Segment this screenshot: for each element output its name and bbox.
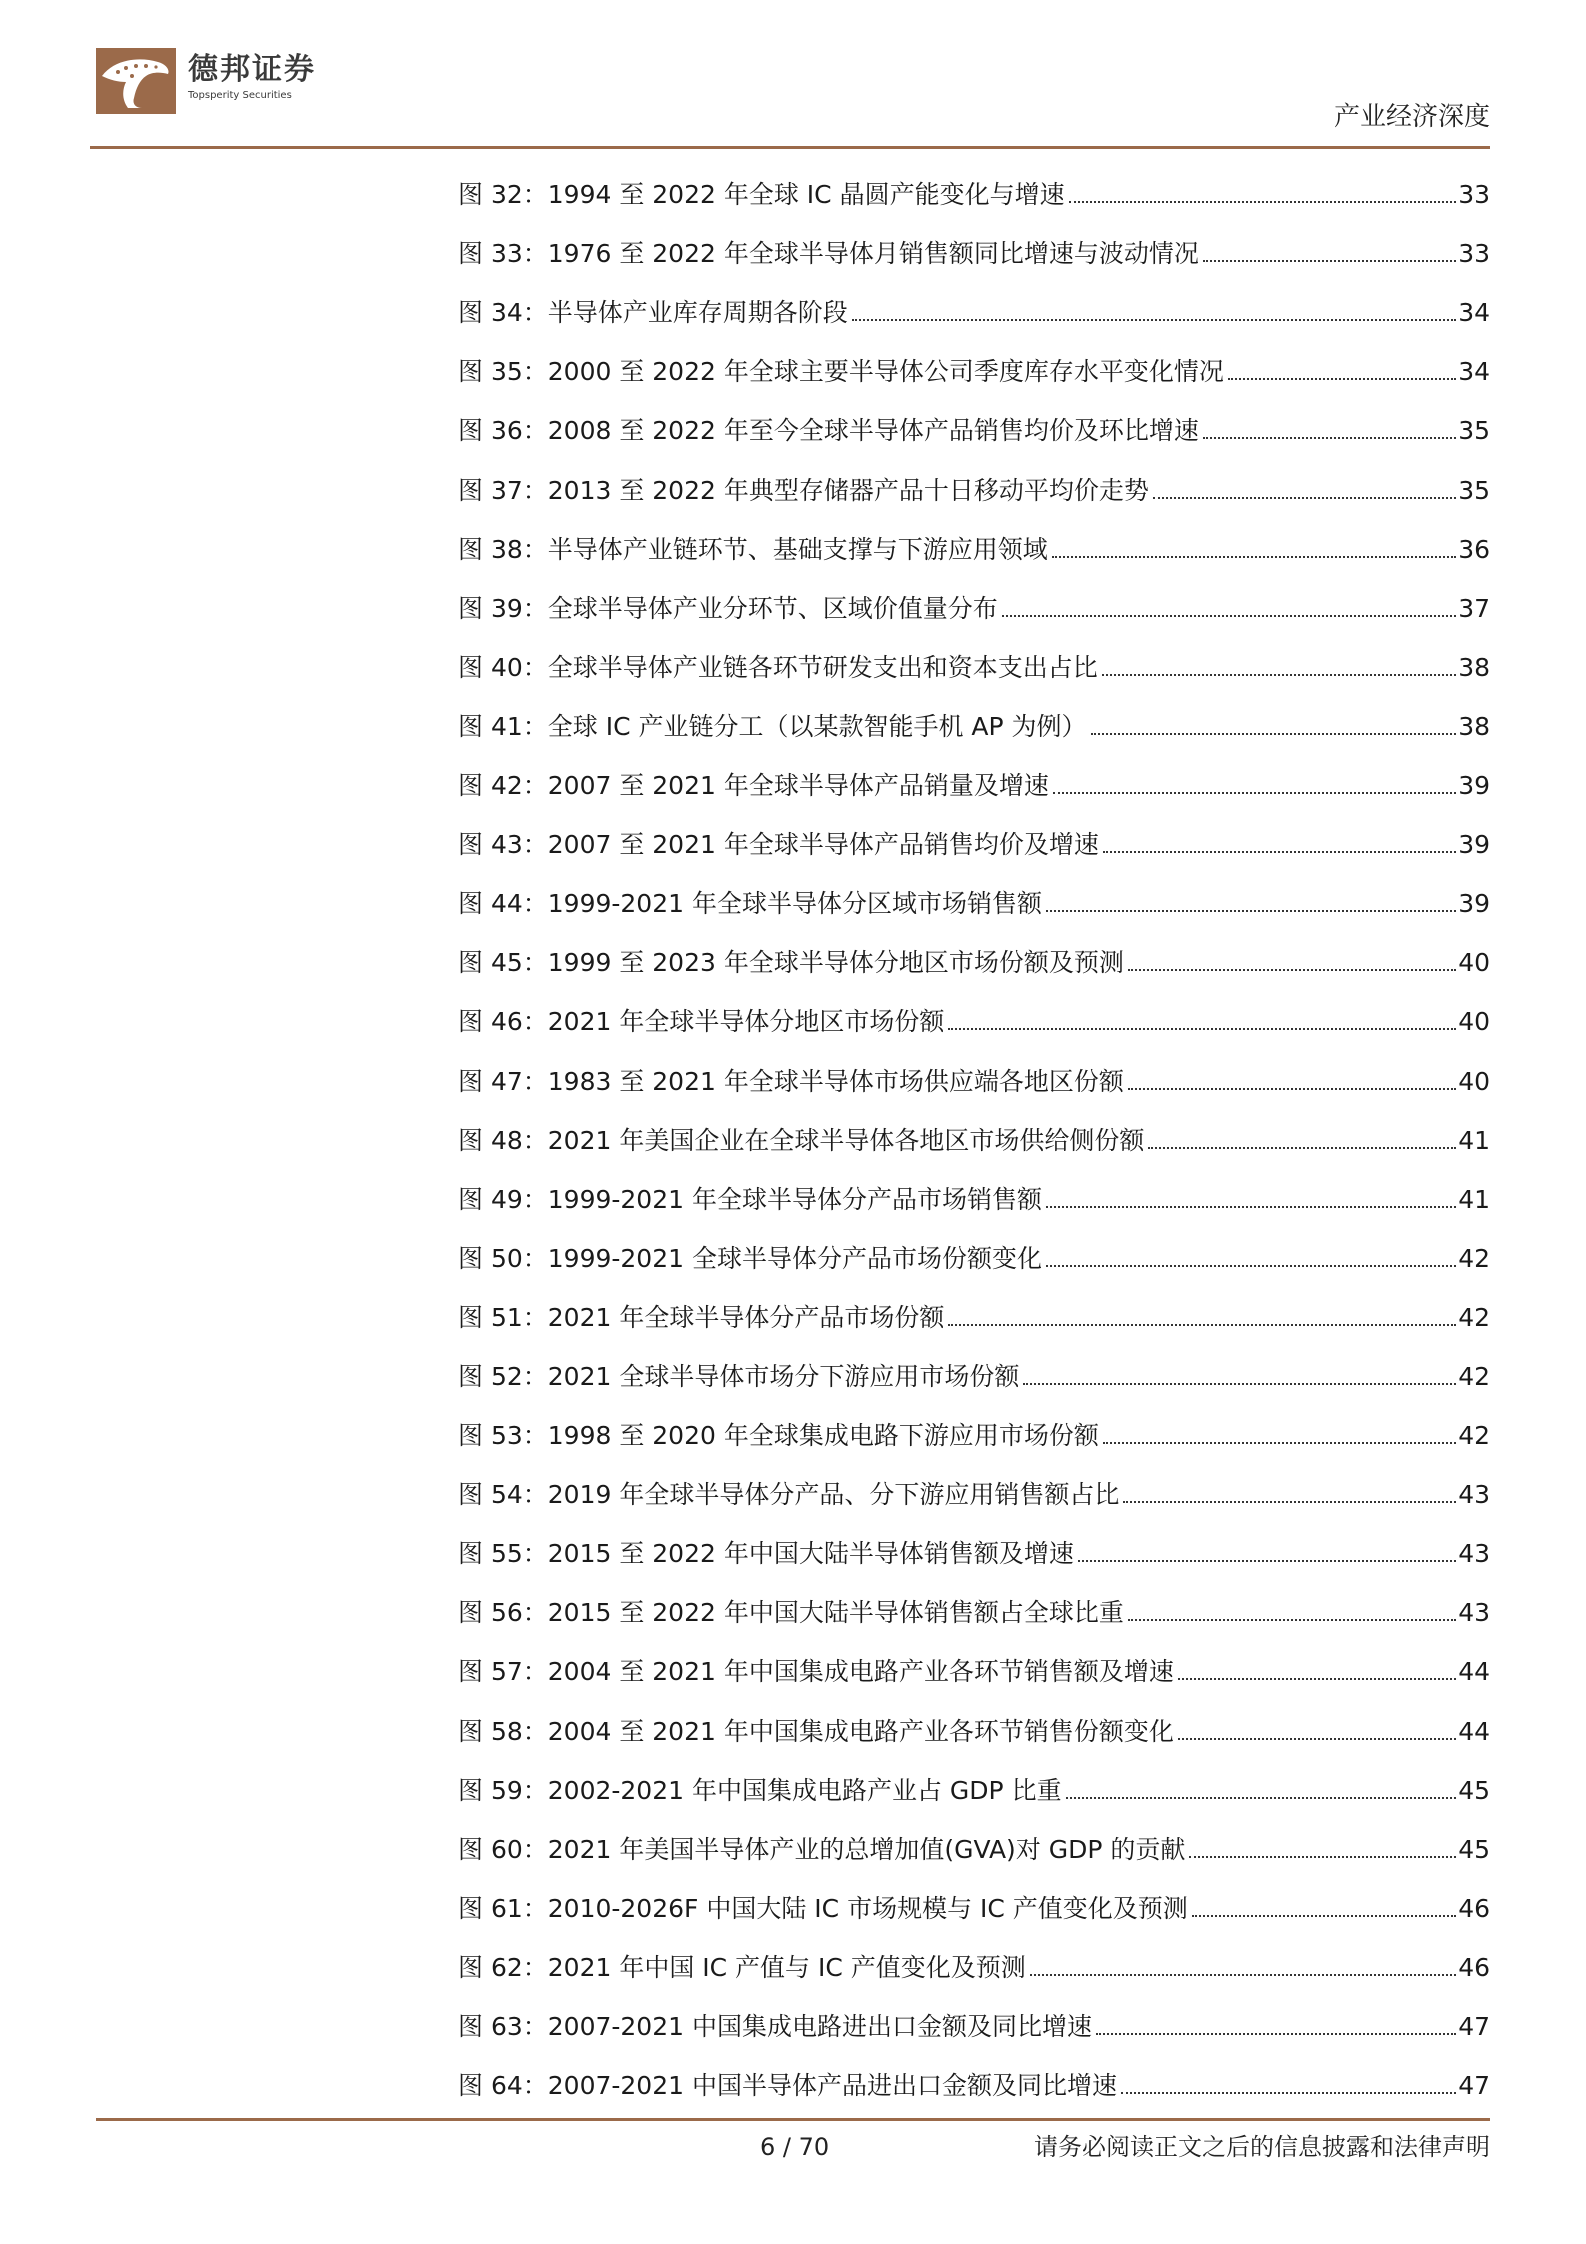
toc-dot-leader — [948, 1028, 1456, 1030]
toc-dot-leader — [1153, 497, 1456, 499]
toc-entry-page: 38 — [1458, 711, 1490, 741]
toc-entry-page: 39 — [1458, 889, 1490, 919]
toc-entry[interactable] — [458, 1583, 1490, 1642]
toc-entry[interactable] — [458, 1288, 1490, 1347]
toc-dot-leader — [852, 319, 1456, 321]
toc-dot-leader — [1228, 378, 1456, 380]
toc-entry-page: 39 — [1458, 830, 1490, 860]
toc-dot-leader — [1103, 851, 1456, 853]
toc-entry[interactable] — [458, 2056, 1490, 2115]
toc-dot-leader — [1053, 792, 1456, 794]
toc-dot-leader — [1030, 1974, 1456, 1976]
toc-entry-page: 36 — [1458, 534, 1490, 564]
toc-entry-title: 图 44：1999-2021 年全球半导体分区域市场销售额 — [458, 889, 1042, 919]
toc-entry[interactable] — [458, 1524, 1490, 1583]
toc-entry-title: 图 42：2007 至 2021 年全球半导体产品销量及增速 — [458, 771, 1049, 801]
toc-entry[interactable] — [458, 579, 1490, 638]
toc-entry-title: 图 48：2021 年美国企业在全球半导体各地区市场供给侧份额 — [458, 1125, 1145, 1155]
toc-dot-leader — [1178, 1678, 1456, 1680]
toc-dot-leader — [1023, 1383, 1456, 1385]
toc-entry-title: 图 54：2019 年全球半导体分产品、分下游应用销售额占比 — [458, 1480, 1120, 1510]
toc-entry-title: 图 56：2015 至 2022 年中国大陆半导体销售额占全球比重 — [458, 1598, 1124, 1628]
toc-entry[interactable] — [458, 933, 1490, 992]
toc-entry-page: 43 — [1458, 1539, 1490, 1569]
toc-entry-title: 图 39：全球半导体产业分环节、区域价值量分布 — [458, 593, 998, 623]
page-number: 6 / 70 — [760, 2133, 830, 2161]
toc-entry-title: 图 40：全球半导体产业链各环节研发支出和资本支出占比 — [458, 652, 1098, 682]
footer-divider — [96, 2118, 1490, 2121]
toc-dot-leader — [1046, 1206, 1456, 1208]
toc-dot-leader — [1096, 2033, 1456, 2035]
toc-dot-leader — [1066, 1797, 1457, 1799]
toc-entry-page: 40 — [1458, 1066, 1490, 1096]
toc-entry-page: 38 — [1458, 652, 1490, 682]
toc-entry[interactable] — [458, 1465, 1490, 1524]
toc-entry-page: 44 — [1458, 1716, 1490, 1746]
toc-entry-title: 图 43：2007 至 2021 年全球半导体产品销售均价及增速 — [458, 830, 1099, 860]
toc-entry[interactable] — [458, 460, 1490, 519]
toc-dot-leader — [1192, 1915, 1456, 1917]
toc-entry[interactable] — [458, 1761, 1490, 1820]
toc-entry-page: 42 — [1458, 1302, 1490, 1332]
toc-dot-leader — [1103, 1442, 1456, 1444]
toc-entry-page: 42 — [1458, 1421, 1490, 1451]
toc-entry[interactable] — [458, 1229, 1490, 1288]
toc-entry-title: 图 50：1999-2021 全球半导体分产品市场份额变化 — [458, 1243, 1042, 1273]
toc-entry-page: 33 — [1458, 180, 1490, 210]
toc-entry[interactable] — [458, 874, 1490, 933]
toc-entry[interactable] — [458, 815, 1490, 874]
toc-entry-page: 40 — [1458, 948, 1490, 978]
toc-dot-leader — [1121, 2092, 1456, 2094]
toc-entry-title: 图 38：半导体产业链环节、基础支撑与下游应用领域 — [458, 534, 1048, 564]
toc-entry[interactable] — [458, 756, 1490, 815]
toc-entry-page: 35 — [1458, 416, 1490, 446]
toc-entry-page: 45 — [1458, 1775, 1490, 1805]
toc-entry-title: 图 55：2015 至 2022 年中国大陆半导体销售额及增速 — [458, 1539, 1074, 1569]
toc-entry-page: 39 — [1458, 771, 1490, 801]
toc-entry-title: 图 35：2000 至 2022 年全球主要半导体公司季度库存水平变化情况 — [458, 357, 1224, 387]
toc-entry-title: 图 57：2004 至 2021 年中国集成电路产业各环节销售额及增速 — [458, 1657, 1174, 1687]
toc-entry-title: 图 33：1976 至 2022 年全球半导体月销售额同比增速与波动情况 — [458, 239, 1199, 269]
toc-dot-leader — [1069, 201, 1457, 203]
toc-dot-leader — [1052, 556, 1456, 558]
toc-entry[interactable] — [458, 1997, 1490, 2056]
toc-entry-page: 42 — [1458, 1243, 1490, 1273]
toc-entry[interactable] — [458, 1701, 1490, 1760]
brand-name-en: Topsperity Securities — [188, 90, 292, 101]
toc-entry-title: 图 46：2021 年全球半导体分地区市场份额 — [458, 1007, 945, 1037]
toc-entry-page: 40 — [1458, 1007, 1490, 1037]
toc-dot-leader — [948, 1324, 1456, 1326]
toc-entry-page: 41 — [1458, 1184, 1490, 1214]
toc-entry-page: 47 — [1458, 2071, 1490, 2101]
toc-entry[interactable] — [458, 1820, 1490, 1879]
toc-entry-page: 42 — [1458, 1361, 1490, 1391]
toc-dot-leader — [1128, 969, 1456, 971]
toc-entry-title: 图 45：1999 至 2023 年全球半导体分地区市场份额及预测 — [458, 948, 1124, 978]
toc-entry-page: 33 — [1458, 239, 1490, 269]
toc-entry-title: 图 63：2007-2021 中国集成电路进出口金额及同比增速 — [458, 2012, 1092, 2041]
toc-dot-leader — [1203, 437, 1456, 439]
disclaimer: 请务必阅读正文之后的信息披露和法律声明 — [1034, 2133, 1490, 2161]
toc-entry-page: 41 — [1458, 1125, 1490, 1155]
toc-dot-leader — [1189, 1856, 1456, 1858]
toc-entry-title: 图 64：2007-2021 中国半导体产品进出口金额及同比增速 — [458, 2071, 1117, 2101]
toc-dot-leader — [1128, 1619, 1456, 1621]
toc-entry-title: 图 61：2010-2026F 中国大陆 IC 市场规模与 IC 产值变化及预测 — [458, 1893, 1188, 1923]
leopard-logo-icon — [96, 46, 176, 116]
toc-entry[interactable] — [458, 638, 1490, 697]
toc-entry-title: 图 53：1998 至 2020 年全球集成电路下游应用市场份额 — [458, 1421, 1099, 1451]
toc-entry[interactable] — [458, 1051, 1490, 1110]
toc-dot-leader — [1128, 1088, 1456, 1090]
toc-entry-page: 46 — [1458, 1952, 1490, 1982]
toc-entry[interactable] — [458, 224, 1490, 283]
toc-entry[interactable] — [458, 992, 1490, 1051]
toc-entry-title: 图 37：2013 至 2022 年典型存储器产品十日移动平均价走势 — [458, 475, 1149, 505]
toc-entry[interactable] — [458, 1642, 1490, 1701]
toc-entry[interactable] — [458, 1879, 1490, 1938]
toc-entry[interactable] — [458, 1406, 1490, 1465]
toc-dot-leader — [1046, 1265, 1456, 1267]
brand — [188, 52, 316, 102]
toc-entry-page: 43 — [1458, 1480, 1490, 1510]
toc-entry[interactable] — [458, 1938, 1490, 1997]
toc-entry-page: 46 — [1458, 1893, 1490, 1923]
toc-entry[interactable] — [458, 1170, 1490, 1229]
toc-entry[interactable] — [458, 1347, 1490, 1406]
toc-entry-title: 图 34：半导体产业库存周期各阶段 — [458, 298, 848, 328]
toc-entry[interactable] — [458, 165, 1490, 224]
brand-name-cn: 德邦证券 — [188, 52, 316, 87]
toc-entry-page: 34 — [1458, 357, 1490, 387]
toc-dot-leader — [1102, 674, 1456, 676]
toc-entry-title: 图 32：1994 至 2022 年全球 IC 晶圆产能变化与增速 — [458, 180, 1065, 210]
toc-entry[interactable] — [458, 1111, 1490, 1170]
toc-entry-page: 37 — [1458, 593, 1490, 623]
toc-entry-title: 图 62：2021 年中国 IC 产值与 IC 产值变化及预测 — [458, 1952, 1026, 1982]
toc-entry[interactable] — [458, 342, 1490, 401]
toc-entry-title: 图 58：2004 至 2021 年中国集成电路产业各环节销售份额变化 — [458, 1716, 1174, 1746]
toc-entry[interactable] — [458, 520, 1490, 579]
toc-dot-leader — [1203, 260, 1456, 262]
toc-dot-leader — [1091, 733, 1457, 735]
toc-entry-title: 图 51：2021 年全球半导体分产品市场份额 — [458, 1302, 945, 1332]
toc-entry-page: 44 — [1458, 1657, 1490, 1687]
toc-entry-page: 43 — [1458, 1598, 1490, 1628]
toc-dot-leader — [1123, 1501, 1456, 1503]
header-divider — [90, 146, 1490, 149]
toc-entry-title: 图 36：2008 至 2022 年至今全球半导体产品销售均价及环比增速 — [458, 416, 1199, 446]
toc-entry-title: 图 47：1983 至 2021 年全球半导体市场供应端各地区份额 — [458, 1066, 1124, 1096]
toc-entry-page: 45 — [1458, 1834, 1490, 1864]
toc-entry-title: 图 60：2021 年美国半导体产业的总增加值(GVA)对 GDP 的贡献 — [458, 1834, 1186, 1864]
toc-entry-page: 34 — [1458, 298, 1490, 328]
toc-entry-page: 47 — [1458, 2012, 1490, 2041]
figure-index — [458, 165, 1490, 2115]
toc-entry-title: 图 49：1999-2021 年全球半导体分产品市场销售额 — [458, 1184, 1042, 1214]
toc-dot-leader — [1046, 910, 1456, 912]
toc-dot-leader — [1148, 1147, 1456, 1149]
toc-dot-leader — [1078, 1560, 1456, 1562]
toc-entry-title: 图 41：全球 IC 产业链分工（以某款智能手机 AP 为例） — [458, 711, 1087, 741]
toc-entry[interactable] — [458, 401, 1490, 460]
toc-entry-title: 图 59：2002-2021 年中国集成电路产业占 GDP 比重 — [458, 1775, 1062, 1805]
toc-entry-page: 35 — [1458, 475, 1490, 505]
toc-dot-leader — [1178, 1738, 1456, 1740]
toc-entry[interactable] — [458, 697, 1490, 756]
toc-entry[interactable] — [458, 283, 1490, 342]
report-type: 产业经济深度 — [1333, 102, 1490, 132]
toc-dot-leader — [1002, 615, 1456, 617]
toc-entry-title: 图 52：2021 全球半导体市场分下游应用市场份额 — [458, 1361, 1020, 1391]
